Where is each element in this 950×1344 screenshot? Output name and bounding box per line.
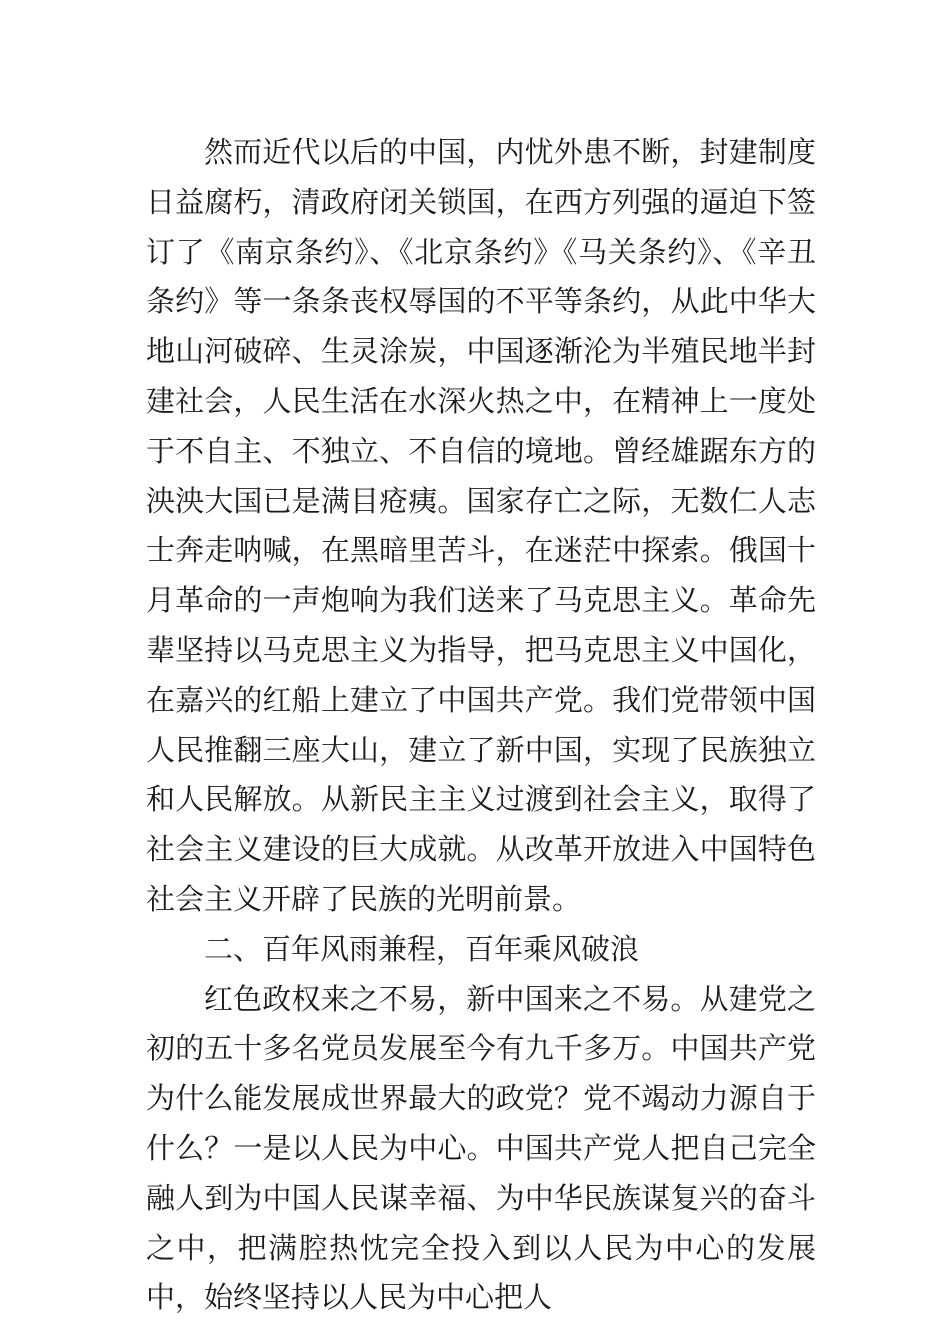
- section-heading-2: 二、百年风雨兼程，百年乘风破浪: [204, 931, 640, 966]
- document-body: [146, 128, 816, 1323]
- paragraph-party-growth: 红色政权来之不易，新中国来之不易。从建党之初的五十多名党员发展至今有九千多万。中国共产党为什么能发展成世界最大的政党？党不竭动力源自于什么？一是以人民为中心。中国共产党人把自己完全融人到为中国人民谋幸福、为中华民族谋复兴的奋斗之中，把满腔热忱完全投入到以人民为中心的发展中，始终坚持以人民为中心把人: [146, 981, 816, 1315]
- paragraph-modern-history: 然而近代以后的中国，内忧外患不断，封建制度日益腐朽，清政府闭关锁国，在西方列强的逼迫下签订了《南京条约》、《北京条约》《马关条约》、《辛丑条约》等一条条丧权辱国的不平等条约，从此中华大地山河破碎、生灵涂炭，中国逐渐沦为半殖民地半封建社会，人民生活在水深火热之中，在精神上一度处于不自主、不独立、不自信的境地。曾经雄踞东方的泱泱大国已是满目疮痍。国家存亡之际，无数仁人志士奔走呐喊，在黑暗里苦斗，在迷茫中探索。俄国十月革命的一声炮响为我们送来了马克思主义。革命先辈坚持以马克思主义为指导，把马克思主义中国化，在嘉兴的红船上建立了中国共产党。我们党带领中国人民推翻三座大山，建立了新中国，实现了民族独立和人民解放。从新民主主义过渡到社会主义，取得了社会主义建设的巨大成就。从改革开放进入中国特色社会主义开辟了民族的光明前景。: [146, 135, 816, 916]
